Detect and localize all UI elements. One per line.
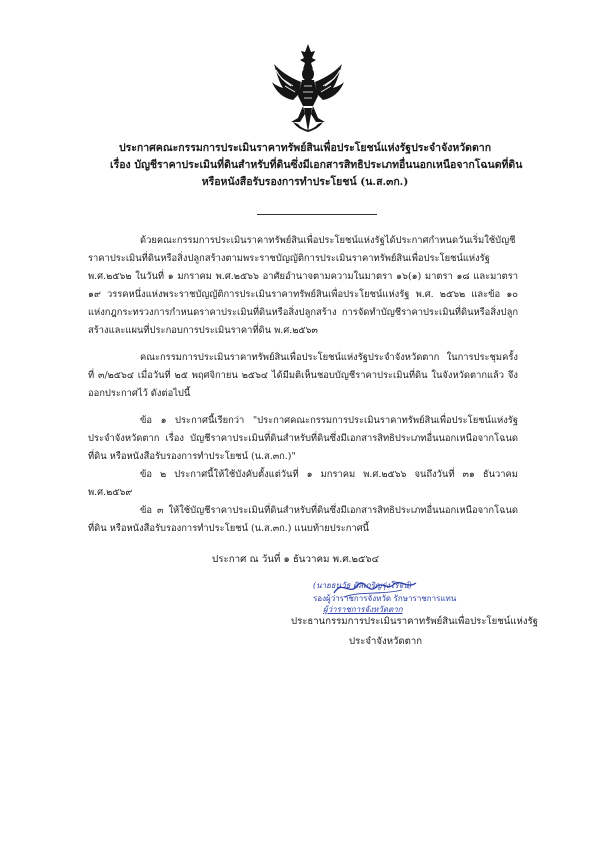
- announce-date: ประกาศ ณ วันที่ ๑ ธันวาคม พ.ศ.๒๕๖๔: [212, 554, 380, 565]
- garuda-emblem-icon: [271, 42, 345, 134]
- clause-2: ข้อ ๒ ประกาศนี้ให้ใช้บังคับตั้งแต่วันที่ ๑ มกราคม พ.ศ.๒๕๖๖ จนถึงวันที่ ๓๑ ธันวาคม พ.ศ.๒๕๖๙: [88, 469, 518, 498]
- preamble-paragraph: ด้วยคณะกรรมการประเมินราคาทรัพย์สินเพื่อประโยชน์แห่งรัฐได้ประกาศกำหนดวันเริ่มใช้บัญชีราคาประเมินที่ดินหรือสิ่งปลูกสร้างตามพระราชบัญญัติการประเมินราคาทรัพย์สินเพื่อประโยชน์แห่งรัฐ พ.ศ.๒๕๖๒ ในวันที่ ๑ มกราคม พ.ศ.๒๕๖๖ อาศัยอำนาจตามความในมาตรา ๑๖(๑) มาตรา ๑๘ และมาตรา ๑๙ วรรคหนึ่งแห่งพระราชบัญญัติการประเมินราคาทรัพย์สินเพื่อประโยชน์แห่งรัฐ พ.ศ. ๒๕๖๒ และข้อ ๑๐ แห่งกฎกระทรวงการกำหนดราคาประเมินที่ดินหรือสิ่งปลูกสร้าง การจัดทำบัญชีราคาประเมินที่ดินหรือสิ่งปลูกสร้างและแผนที่ประกอบการประเมินราคาที่ดิน พ.ศ.๒๕๖๓: [88, 235, 518, 336]
- clause-1: ข้อ ๑ ประกาศนี้เรียกว่า "ประกาศคณะกรรมการประเมินราคาทรัพย์สินเพื่อประโยชน์แห่งรัฐประจำจังหวัดตาก เรื่อง บัญชีราคาประเมินที่ดินสำหรับที่ดินซึ่งมีเอกสารสิทธิประเภทอื่นนอกเหนือจากโฉนดที่ดิน หรือหนังสือรับรองการทำประโยชน์ (น.ส.๓ก.)": [88, 415, 518, 462]
- signer-position-line-2: ผู้ว่าราชการจังหวัดตาก: [323, 605, 403, 614]
- title-line: หรือหนังสือรับรองการทำประโยชน์ (น.ส.๓ก.): [201, 176, 409, 188]
- resolution-paragraph: คณะกรรมการประเมินราคาทรัพย์สินเพื่อประโยชน์แห่งรัฐประจำจังหวัดตาก ในการประชุมครั้งที่ ๓/๒๕๖๔ เมื่อวันที่ ๒๕ พฤศจิกายน ๒๕๖๔ ได้มีมติเห็นชอบบัญชีราคาประเมินที่ดิน ในจังหวัดตากแล้ว จึงออกประกาศไว้ ดังต่อไปนี้: [88, 352, 518, 399]
- signer-name: (นายธนวัธ ศิลเกริญรุ่งโรจน์): [313, 581, 412, 590]
- announcement-title: [110, 140, 523, 191]
- chair-title-line-2: ประจำจังหวัดตาก: [349, 636, 423, 647]
- clause-3: ข้อ ๓ ให้ใช้บัญชีราคาประเมินที่ดินสำหรับที่ดินซึ่งมีเอกสารสิทธิประเภทอื่นนอกเหนือจากโฉนดที่ดิน หรือหนังสือรับรองการทำประโยชน์ (น.ส.๓ก.) แนบท้ายประกาศนี้: [88, 505, 518, 534]
- chair-title-line-1: ประธานกรรมการประเมินราคาทรัพย์สินเพื่อประโยชน์แห่งรัฐ: [291, 616, 538, 627]
- signer-position-line-1: รองผู้ว่าราชการจังหวัด รักษาราชการแทน: [313, 594, 457, 603]
- title-line: ประกาศคณะกรรมการประเมินราคาทรัพย์สินเพื่อประโยชน์แห่งรัฐประจำจังหวัดตาก: [118, 142, 492, 154]
- title-divider: [257, 214, 377, 215]
- announcement-body: [88, 232, 518, 538]
- title-line: เรื่อง บัญชีราคาประเมินที่ดินสำหรับที่ดินซึ่งมีเอกสารสิทธิประเภทอื่นนอกเหนือจากโฉนดที่ดิน: [110, 159, 523, 171]
